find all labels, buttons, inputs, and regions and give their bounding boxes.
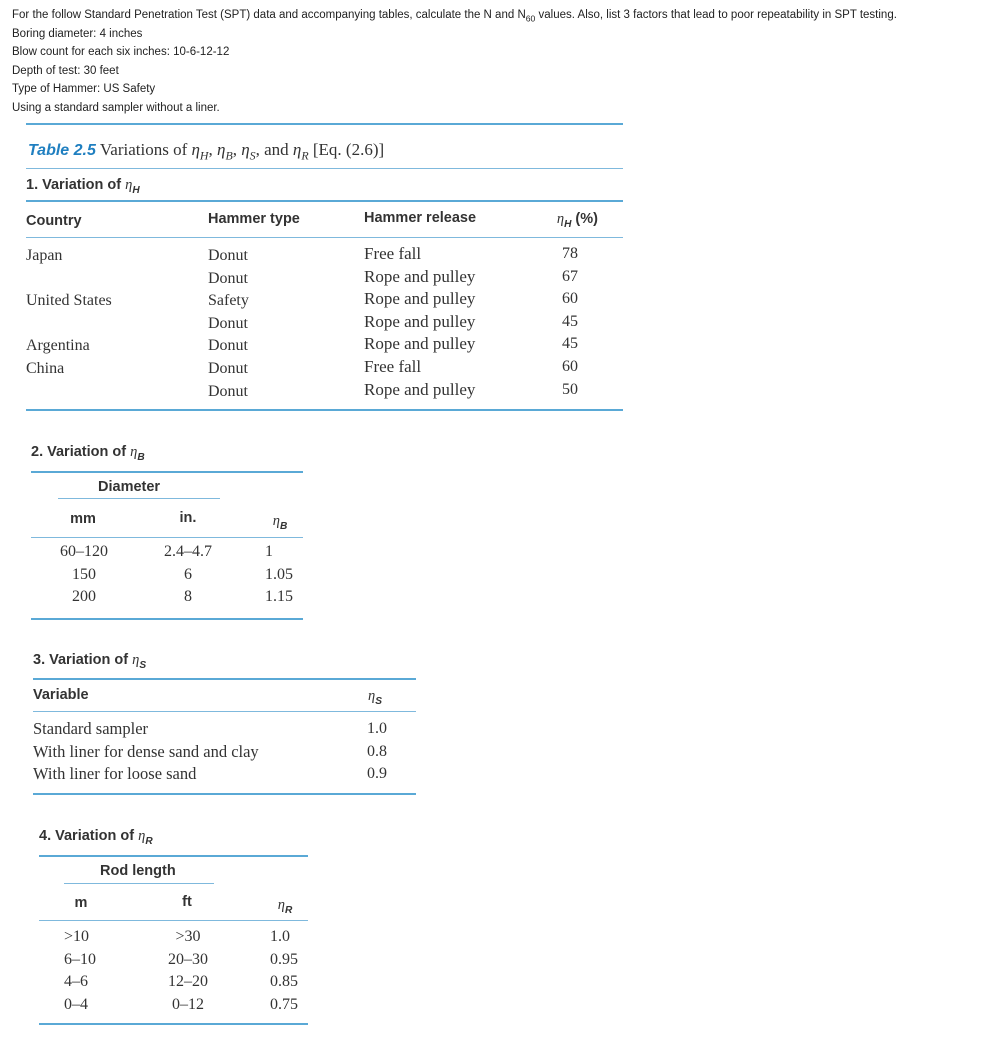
- mm-cell: 60–120: [60, 543, 108, 560]
- header-eta-r: $\eta_R$: [277, 897, 293, 916]
- eta-b-cell: 1.15: [265, 588, 293, 606]
- m-cell: 0–4: [64, 995, 88, 1013]
- diameter-group-header: Diameter: [98, 479, 161, 495]
- mm-cell: 200: [72, 588, 96, 606]
- section3-heading: 3. Variation of $\eta_S$: [33, 652, 147, 671]
- section2-rule: [31, 471, 303, 473]
- question-intro: For the follow Standard Penetration Test (SPT) data and accompanying tables, calculate the N and $N_{60}$ values. Also, list 3 factors that lead to poor repeatability in SPT testing.: [12, 9, 897, 24]
- header-mm: mm: [70, 511, 96, 527]
- hammer-type-column: [208, 245, 249, 403]
- header-hammer-type: Hammer type: [208, 211, 300, 227]
- header-country: Country: [26, 213, 82, 229]
- variable-cell: With liner for loose sand: [33, 764, 197, 784]
- eta-b-cell: 1: [265, 543, 273, 560]
- header-eta-h: $\eta_H$ (%): [556, 211, 598, 230]
- inch-cell: 8: [184, 588, 192, 606]
- eta-b-column: [265, 541, 293, 609]
- table-top-rule: [26, 123, 623, 125]
- section3-header-rule: [33, 711, 416, 712]
- boring-diameter-line: Boring diameter: 4 inches: [12, 27, 143, 40]
- eta-r-cell: 0.95: [270, 950, 298, 968]
- blow-count-line: Blow count for each six inches: 10-6-12-12: [12, 46, 230, 58]
- ft-cell: 12–20: [168, 973, 208, 991]
- country-column: [26, 245, 112, 403]
- inch-column: [152, 541, 224, 609]
- m-cell: 4–6: [64, 973, 88, 991]
- eta-h-cell: 50: [562, 380, 578, 398]
- eta-h-cell: 45: [562, 312, 578, 330]
- hammer-type-cell: Safety: [208, 292, 249, 310]
- eta-h-cell: 45: [562, 335, 578, 353]
- inch-cell: 2.4–4.7: [164, 543, 212, 560]
- section3-rule: [33, 678, 416, 680]
- country-cell: China: [26, 359, 65, 377]
- depth-line: Depth of test: 30 feet: [12, 64, 119, 77]
- ft-cell: 0–12: [172, 995, 204, 1013]
- section1-heading: 1. Variation of $\eta_H$: [26, 177, 140, 196]
- section2-header-rule: [31, 537, 303, 538]
- section1-bottom-rule: [26, 409, 623, 411]
- inch-cell: 6: [184, 565, 192, 583]
- rod-length-group-rule: [64, 883, 214, 884]
- variable-cell: Standard sampler: [33, 719, 149, 738]
- section1-header-rule: [26, 237, 623, 238]
- question-text: [12, 6, 897, 117]
- eta-r-cell: 1.0: [270, 928, 290, 945]
- hammer-type-cell: Donut: [208, 314, 248, 332]
- hammer-type-cell: Donut: [208, 269, 248, 287]
- section4-bottom-rule: [39, 1023, 308, 1025]
- section3-bottom-rule: [33, 793, 416, 795]
- section4-heading: 4. Variation of $\eta_R$: [39, 828, 153, 847]
- table-number: Table 2.5: [28, 142, 96, 159]
- m-column: [64, 926, 96, 1016]
- eta-s-cell: 0.8: [367, 742, 387, 760]
- eta-h-cell: 78: [562, 245, 578, 262]
- section4-rule: [39, 855, 308, 857]
- eta-h-cell: 60: [562, 290, 578, 308]
- eta-r-column: [270, 926, 298, 1016]
- eta-h-column: [552, 243, 588, 401]
- country-cell: United States: [26, 292, 112, 310]
- ft-cell: >30: [175, 928, 201, 945]
- header-ft: ft: [182, 894, 192, 910]
- hammer-release-cell: Rope and pulley: [364, 266, 476, 286]
- eta-r-cell: 0.85: [270, 973, 298, 991]
- section2-heading: 2. Variation of $\eta_B$: [31, 444, 145, 463]
- country-cell: [26, 268, 112, 291]
- hammer-type-cell: Donut: [208, 382, 248, 400]
- header-variable: Variable: [33, 687, 89, 703]
- hammer-release-cell: Rope and pulley: [364, 289, 476, 309]
- section4-header-rule: [39, 920, 308, 921]
- country-cell: Japan: [26, 247, 63, 264]
- m-cell: 6–10: [64, 950, 96, 968]
- country-cell: Argentina: [26, 337, 90, 355]
- eta-s-column: [367, 718, 387, 786]
- section2-bottom-rule: [31, 618, 303, 620]
- diameter-group-rule: [58, 498, 220, 499]
- table-caption: Variations of $\eta_H$, $\eta_B$, $\eta_S$, and $\eta_R$ [Eq. (2.6)]: [99, 140, 385, 163]
- header-hammer-release: Hammer release: [364, 210, 477, 226]
- hammer-type-line: Type of Hammer: US Safety: [12, 83, 156, 95]
- header-m: m: [74, 895, 88, 911]
- eta-h-cell: 60: [562, 357, 578, 375]
- hammer-release-cell: Rope and pulley: [364, 311, 476, 331]
- header-eta-b: $\eta_B$: [272, 513, 288, 532]
- header-eta-s: $\eta_S$: [368, 688, 382, 707]
- country-cell: [26, 381, 112, 404]
- eta-s-cell: 0.9: [367, 765, 387, 783]
- section1-rule: [26, 200, 623, 202]
- table-title-rule: [26, 168, 623, 169]
- sampler-line: Using a standard sampler without a liner.: [12, 101, 220, 114]
- m-cell: >10: [64, 928, 90, 945]
- eta-r-cell: 0.75: [270, 995, 298, 1013]
- ft-column: [154, 926, 222, 1016]
- rod-length-group-header: Rod length: [100, 863, 176, 879]
- variable-cell: With liner for dense sand and clay: [33, 741, 259, 761]
- hammer-release-cell: Free fall: [364, 244, 422, 263]
- hammer-release-cell: Free fall: [364, 356, 422, 376]
- variable-column: [33, 718, 259, 786]
- country-cell: [26, 313, 112, 336]
- hammer-release-column: [364, 243, 475, 401]
- eta-h-cell: 67: [562, 267, 578, 285]
- mm-cell: 150: [72, 565, 96, 583]
- hammer-type-cell: Donut: [208, 247, 248, 264]
- hammer-release-cell: Rope and pulley: [364, 379, 476, 399]
- hammer-type-cell: Donut: [208, 359, 248, 377]
- ft-cell: 20–30: [168, 950, 208, 968]
- table-title: [28, 140, 384, 163]
- eta-s-cell: 1.0: [367, 720, 387, 737]
- mm-column: [48, 541, 120, 609]
- hammer-release-cell: Rope and pulley: [364, 334, 476, 354]
- eta-b-cell: 1.05: [265, 565, 293, 583]
- header-in: in.: [179, 510, 197, 526]
- hammer-type-cell: Donut: [208, 337, 248, 355]
